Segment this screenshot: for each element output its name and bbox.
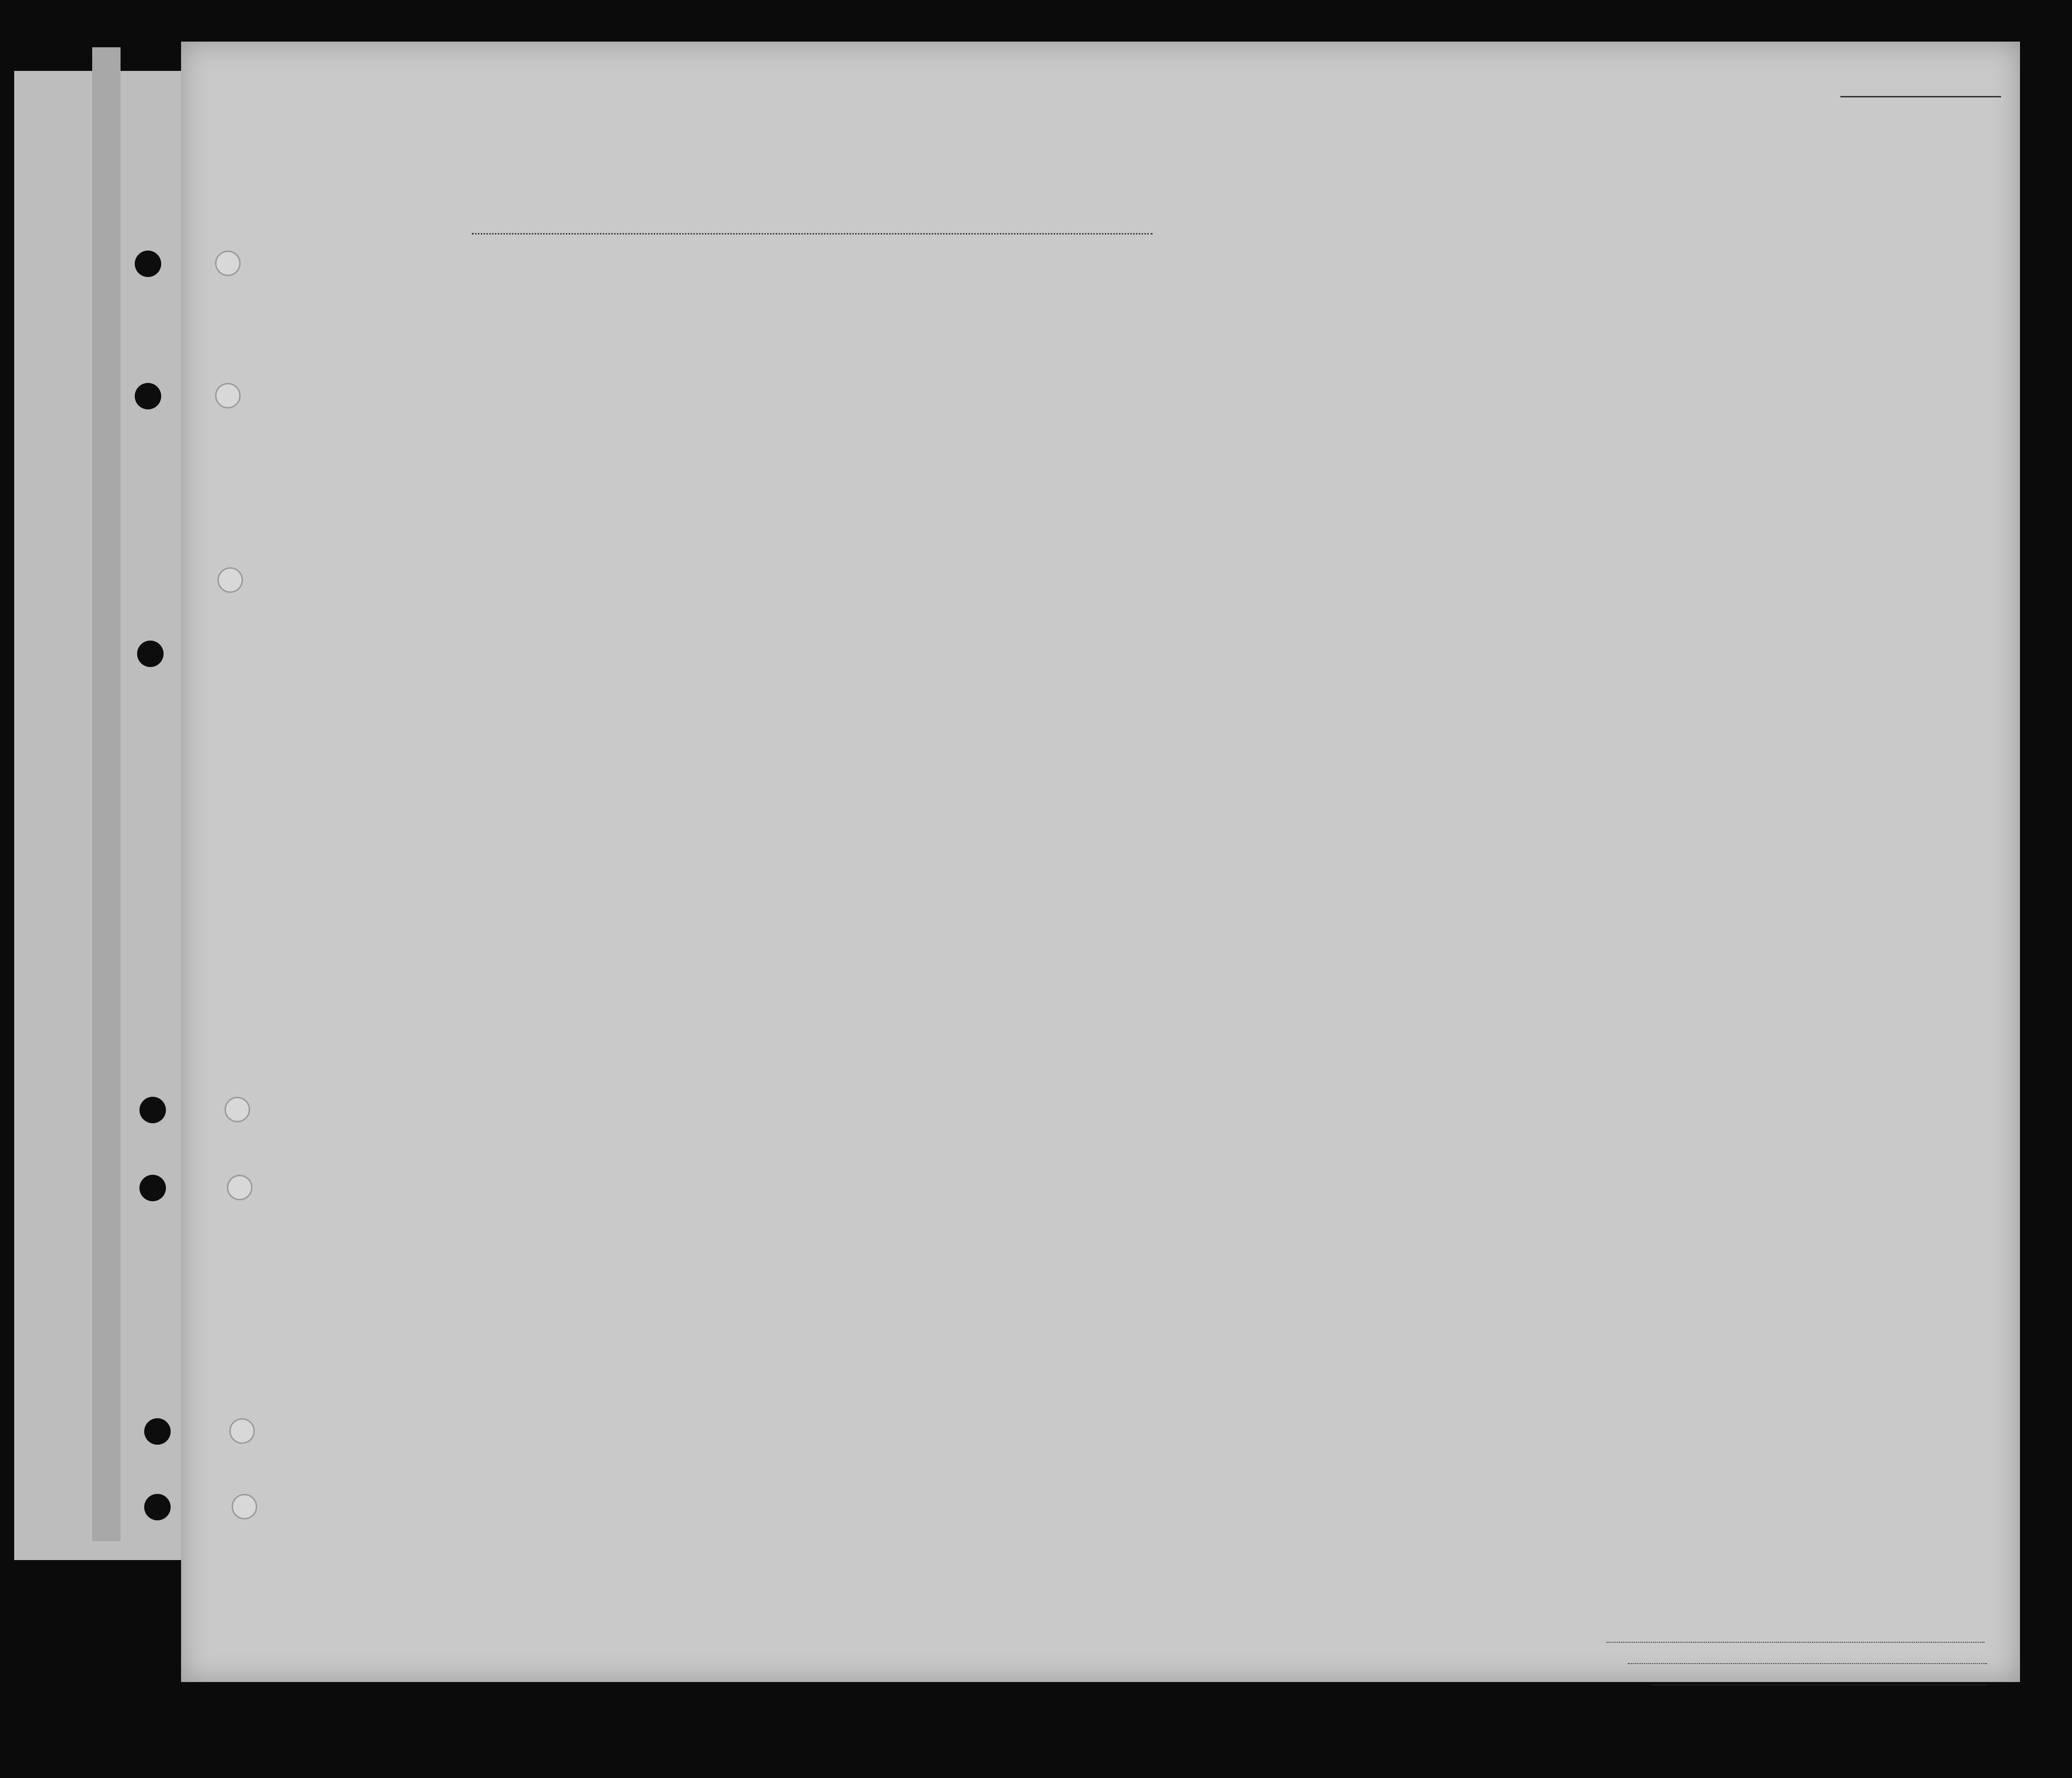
punch-hole xyxy=(139,1097,166,1123)
port-underline xyxy=(472,233,1153,234)
punch-hole-shadow xyxy=(229,1418,255,1444)
punch-hole-shadow xyxy=(217,567,243,593)
punch-hole xyxy=(144,1418,171,1445)
punch-hole-shadow xyxy=(215,251,241,276)
punch-hole xyxy=(139,1175,166,1201)
punch-hole-shadow xyxy=(227,1175,252,1200)
page-binding-strip xyxy=(92,47,121,1541)
list-underline xyxy=(1840,96,2001,97)
punch-hole-shadow xyxy=(232,1494,257,1519)
line-underline xyxy=(1606,1642,1985,1643)
punch-hole xyxy=(137,641,164,667)
punch-hole-shadow xyxy=(215,383,241,408)
punch-hole xyxy=(135,383,161,409)
owners-underline xyxy=(1628,1663,1987,1664)
agents-underline xyxy=(1651,1684,1987,1685)
punch-hole xyxy=(144,1494,171,1520)
manifest-sheet xyxy=(181,42,2020,1682)
punch-hole xyxy=(135,251,161,277)
punch-hole-shadow xyxy=(225,1097,250,1122)
